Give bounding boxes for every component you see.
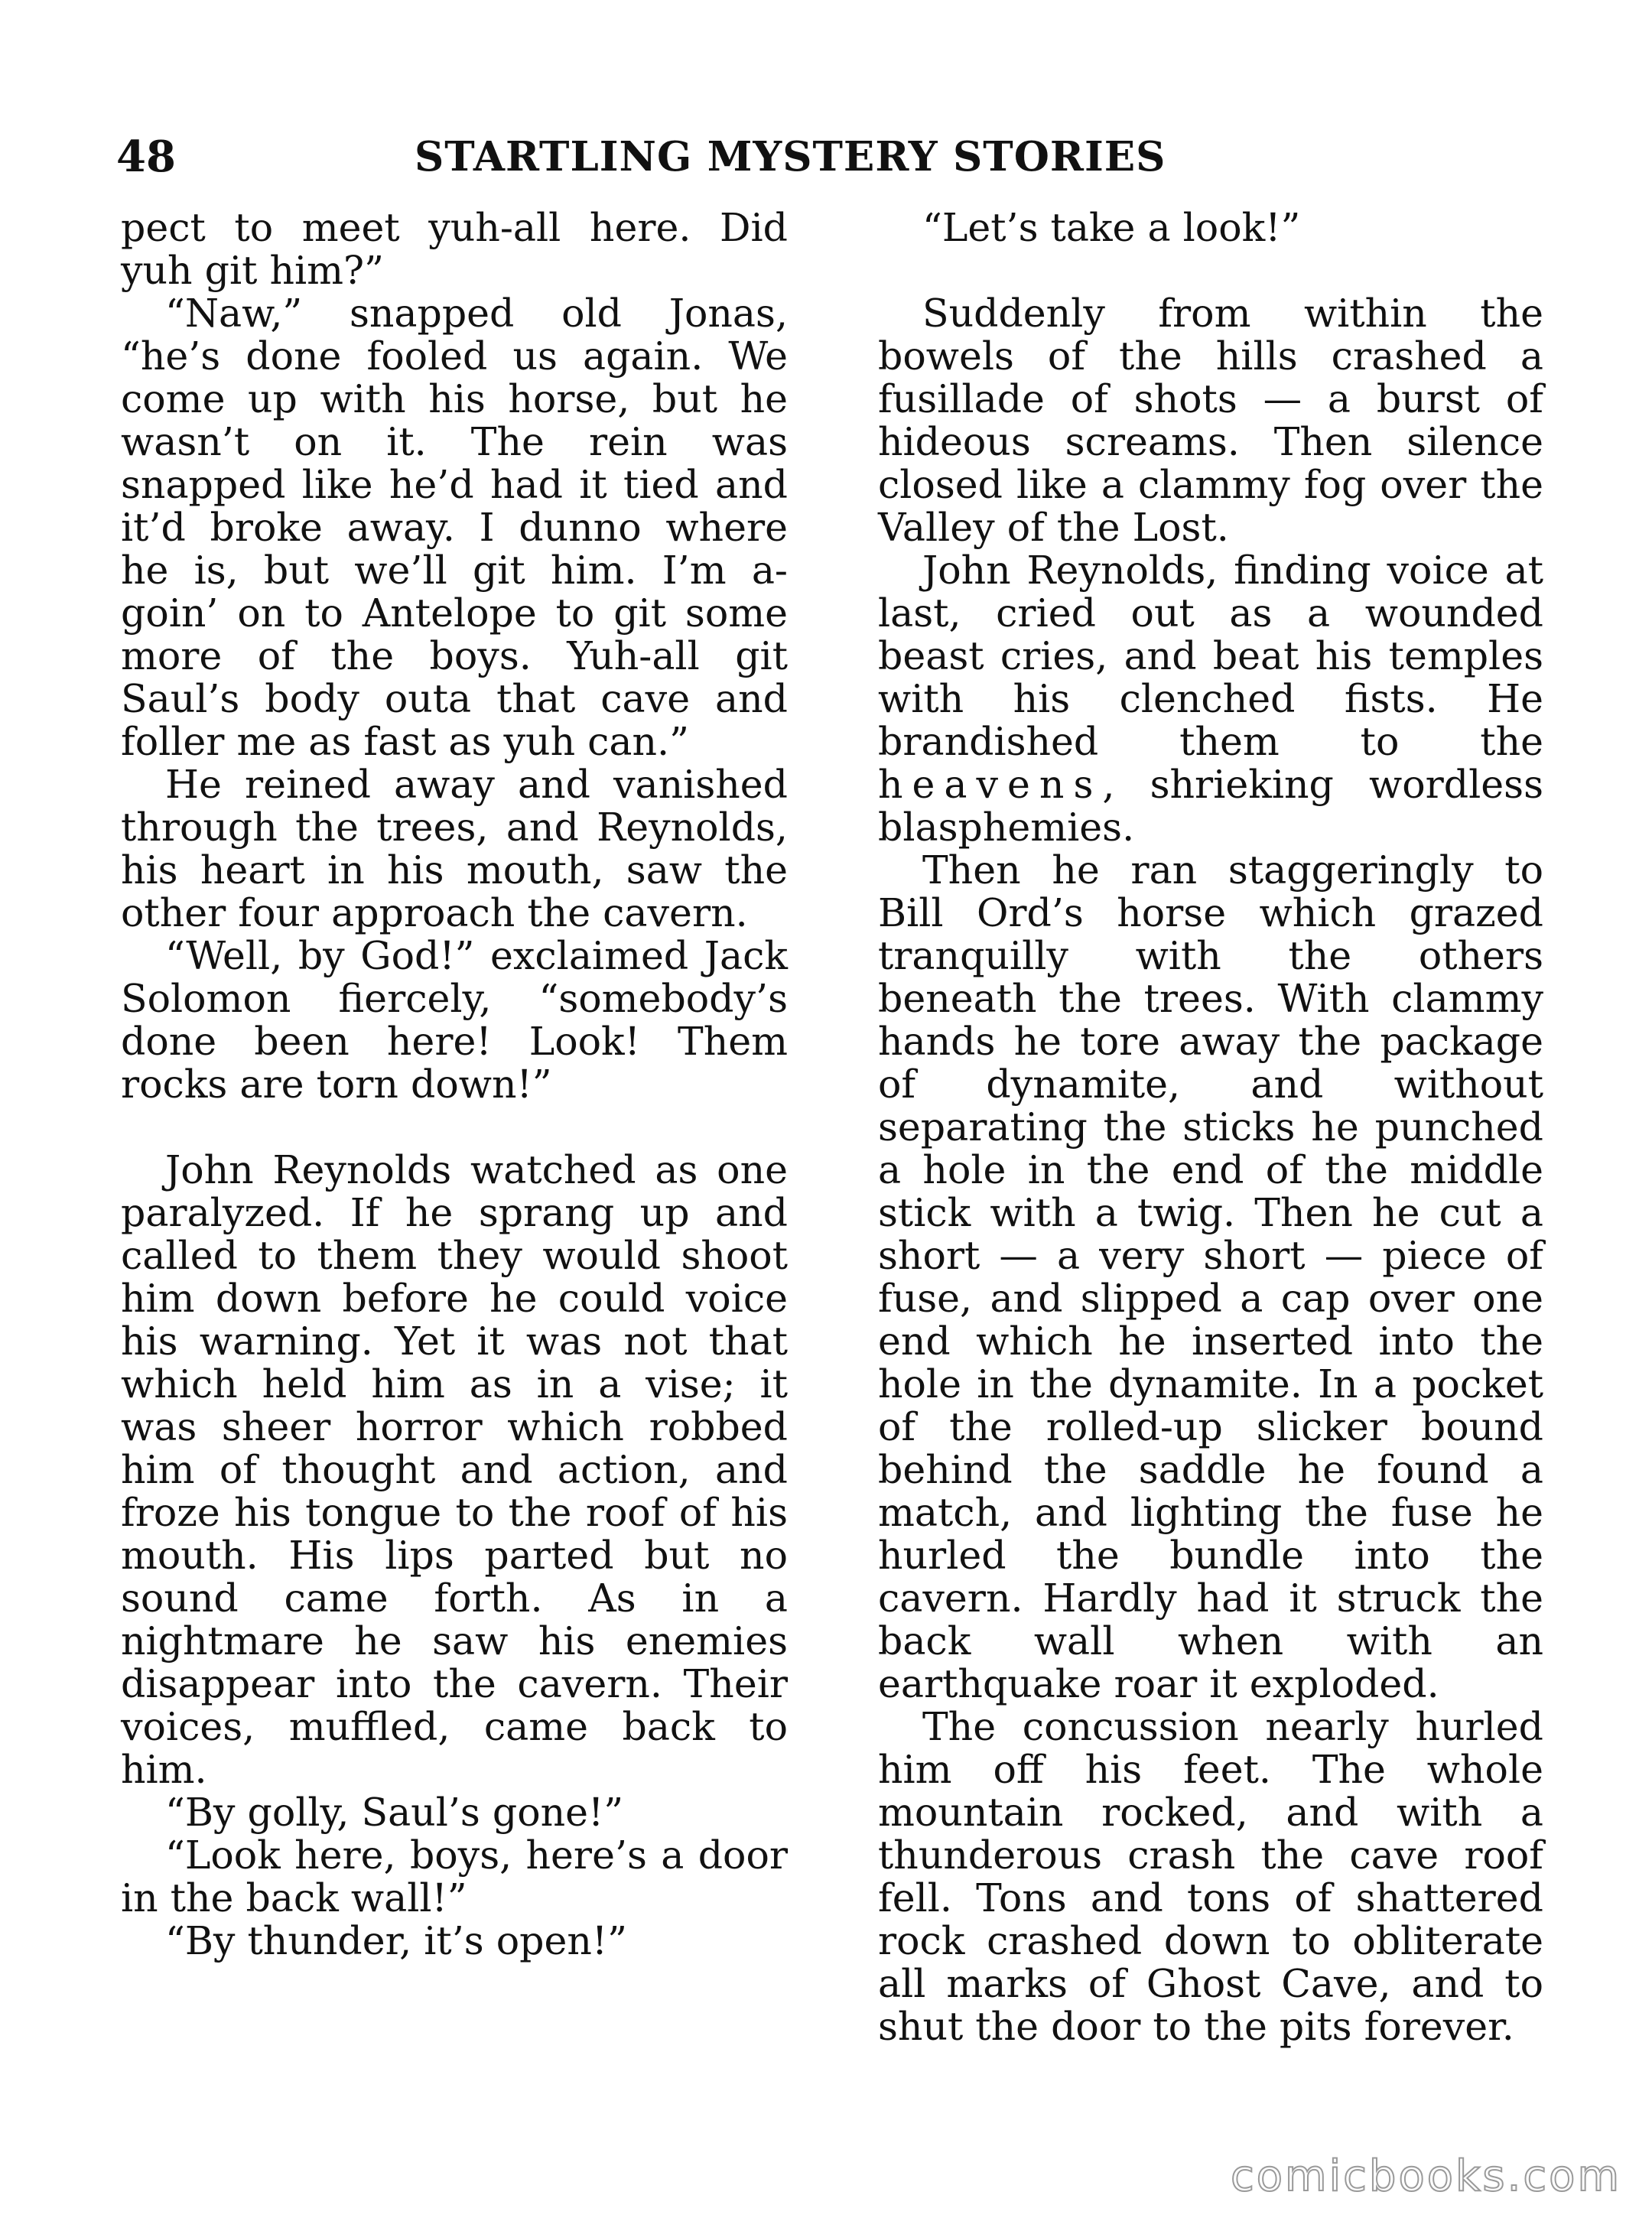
paragraph: “Well, by God!” exclaimed Jack Solomon fiercely, “somebody’s done been here! Look! Them rocks are torn down!” bbox=[121, 933, 788, 1107]
paragraph: pect to meet yuh-all here. Did yuh git him?” bbox=[121, 205, 788, 293]
paragraph: Suddenly from within the bowels of the hills crashed a fusillade of shots — a burst of hideous screams. Then silence closed like a clammy fog over the Valley of the Lost. bbox=[878, 291, 1543, 550]
paragraph: John Reynolds watched as one paralyzed. If he sprang up and called to them they would shoot him down before he could voice his warning. Yet it was not that which held him as in a vise; it was sheer horror which robbed him of thought and action, and froze his tongue to the roof of his mouth. His lips parted but no sound came forth. As in a nightmare he saw his enemies disappear into the cavern. Their voices, muffled, came back to him. bbox=[121, 1147, 788, 1792]
paragraph: He reined away and vanished through the trees, and Reynolds, his heart in his mouth, saw the other four approach the cavern. bbox=[121, 762, 788, 935]
paragraph: “Look here, boys, here’s a door in the back wall!” bbox=[121, 1833, 788, 1920]
page-number: 48 bbox=[116, 132, 176, 182]
right-column bbox=[878, 207, 1543, 2096]
paragraph bbox=[878, 549, 1543, 849]
page-header bbox=[116, 130, 1233, 184]
paragraph: “Naw,” snapped old Jonas, “he’s done fooled us again. We come up with his horse, but he wasn’t on it. The rein was snapped like he’d had it tied and it’d broke away. I dunno where he is, but we’ll git him. I’m a-goin’ on to Antelope to git some more of the boys. Yuh-all git Saul’s body outa that cave and foller me as fast as yuh can.” bbox=[121, 291, 788, 764]
running-title: STARTLING MYSTERY STORIES bbox=[415, 133, 1166, 180]
paragraph: “By thunder, it’s open!” bbox=[165, 1918, 628, 1963]
watermark-logo: comicbooks.com bbox=[1230, 2151, 1621, 2201]
left-column bbox=[121, 207, 788, 2096]
paragraph-text: , shrieking wordless blasphemies. bbox=[878, 762, 1543, 850]
paragraph-text: John Reynolds, finding voice at last, cried out as a wounded beast cries, and beat his temples with his clenched fists. He brandished them to the bbox=[878, 548, 1543, 764]
paragraph: “By golly, Saul’s gone!” bbox=[165, 1790, 624, 1835]
paragraph: “Let’s take a look!” bbox=[922, 205, 1301, 250]
spaced-word: heavens bbox=[878, 762, 1103, 807]
paragraph: Then he ran staggeringly to Bill Ord’s horse which grazed tranquilly with the others beneath the trees. With clammy hands he tore away the package of dynamite, and without separating the sticks he punched a hole in the end of the middle stick with a twig. Then he cut a short — a very short — piece of fuse, and slipped a cap over one end which he inserted into the hole in the dynamite. In a pocket of the rolled-up slicker bound behind the saddle he found a match, and lighting the fuse he hurled the bundle into the cavern. Hardly had it struck the back wall when with an earthquake roar it exploded. bbox=[878, 847, 1543, 1706]
paragraph: The concussion nearly hurled him off his feet. The whole mountain rocked, and with a thunderous crash the cave roof fell. Tons and tons of shattered rock crashed down to obliterate all marks of Ghost Cave, and to shut the door to the pits forever. bbox=[878, 1704, 1543, 2049]
